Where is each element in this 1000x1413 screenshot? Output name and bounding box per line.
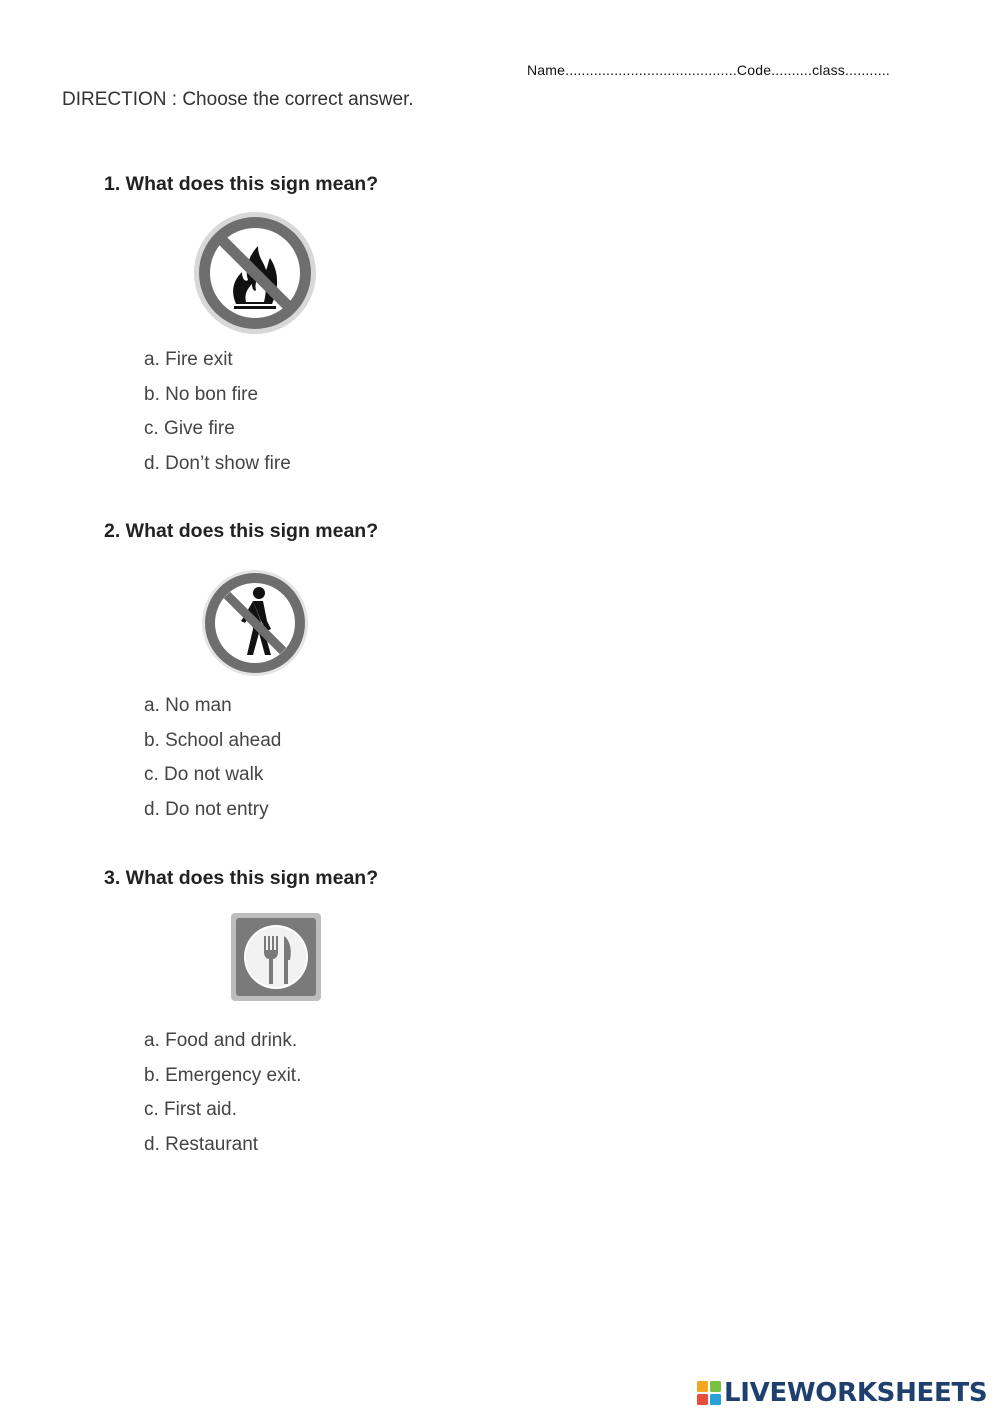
no-fire-icon <box>192 210 318 336</box>
option-b[interactable]: b. School ahead <box>144 729 282 751</box>
option-b[interactable]: b. Emergency exit. <box>144 1064 302 1086</box>
option-d[interactable]: d. Restaurant <box>144 1133 259 1155</box>
no-pedestrian-icon <box>201 569 309 677</box>
option-a[interactable]: a. No man <box>144 695 232 716</box>
restaurant-sign-icon <box>230 912 322 1002</box>
question-2-options <box>144 695 281 833</box>
option-c[interactable]: c. First aid. <box>144 1099 237 1121</box>
student-info-fields: Name..........................................Code..........class........... <box>527 62 890 78</box>
question-2-title: 2. What does this sign mean? <box>104 520 379 542</box>
brand-name: LIVEWORKSHEETS <box>724 1378 988 1408</box>
option-a[interactable]: a. Food and drink. <box>144 1030 298 1051</box>
question-1-title: 1. What does this sign mean? <box>104 173 379 195</box>
option-c[interactable]: c. Do not walk <box>144 764 264 786</box>
question-1-options <box>144 349 291 487</box>
option-d[interactable]: d. Do not entry <box>144 798 269 820</box>
direction-text: DIRECTION : Choose the correct answer. <box>62 89 414 110</box>
liveworksheets-brand <box>697 1376 987 1410</box>
option-c[interactable]: c. Give fire <box>144 418 235 440</box>
option-a[interactable]: a. Fire exit <box>144 349 233 370</box>
question-3-title: 3. What does this sign mean? <box>104 867 379 889</box>
option-b[interactable]: b. No bon fire <box>144 383 259 405</box>
liveworksheets-logo-icon <box>697 1381 721 1405</box>
question-3-options <box>144 1030 301 1168</box>
option-d[interactable]: d. Don’t show fire <box>144 452 291 474</box>
